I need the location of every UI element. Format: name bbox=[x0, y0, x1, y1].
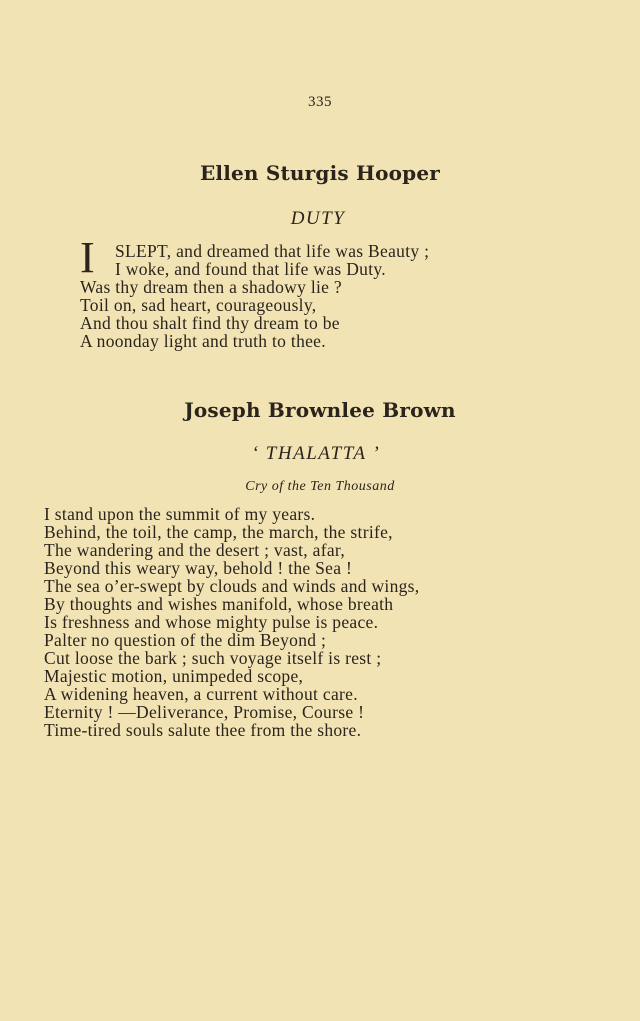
poem-line: The sea o’er-swept by clouds and winds and wings, bbox=[44, 576, 420, 596]
poem-subtitle: Cry of the Ten Thousand bbox=[245, 479, 395, 494]
author-heading-hooper: Ellen Sturgis Hooper bbox=[199, 161, 441, 185]
poem-line: I stand upon the summit of my years. bbox=[44, 504, 316, 524]
poem-line: Is freshness and whose mighty pulse is peace. bbox=[44, 612, 379, 632]
poem-line: Toil on, sad heart, courageously, bbox=[80, 295, 317, 315]
poem-title-duty: DUTY bbox=[290, 208, 346, 229]
page-number: 335 bbox=[308, 94, 332, 110]
poem-line: Behind, the toil, the camp, the march, the strife, bbox=[44, 522, 393, 542]
poem-line: A noonday light and truth to thee. bbox=[80, 331, 326, 351]
poem-line: I woke, and found that life was Duty. bbox=[115, 259, 386, 279]
poem-line: Cut loose the bark ; such voyage itself is rest ; bbox=[44, 648, 382, 668]
drop-cap: I bbox=[80, 233, 95, 282]
poem-line: SLEPT, and dreamed that life was Beauty ; bbox=[115, 241, 430, 261]
poem-title-thalatta: ‘ THALATTA ’ bbox=[251, 443, 381, 464]
poem-line: A widening heaven, a current without care. bbox=[44, 684, 358, 704]
poem-line: Palter no question of the dim Beyond ; bbox=[44, 630, 327, 650]
poem-body-thalatta bbox=[44, 505, 419, 739]
poem-line: By thoughts and wishes manifold, whose breath bbox=[44, 594, 394, 614]
author-heading-brown: Joseph Brownlee Brown bbox=[184, 398, 456, 422]
poem-line: Was thy dream then a shadowy lie ? bbox=[80, 277, 342, 297]
poem-line: Beyond this weary way, behold ! the Sea ! bbox=[44, 558, 353, 578]
poem-line: The wandering and the desert ; vast, afar, bbox=[44, 540, 346, 560]
poem-line: Eternity ! —Deliverance, Promise, Course ! bbox=[44, 702, 365, 722]
poem-line: Time-tired souls salute thee from the shore. bbox=[44, 720, 362, 740]
poem-body-duty bbox=[80, 242, 429, 350]
poem-line: And thou shalt find thy dream to be bbox=[80, 313, 340, 333]
poem-line: Majestic motion, unimpeded scope, bbox=[44, 666, 304, 686]
